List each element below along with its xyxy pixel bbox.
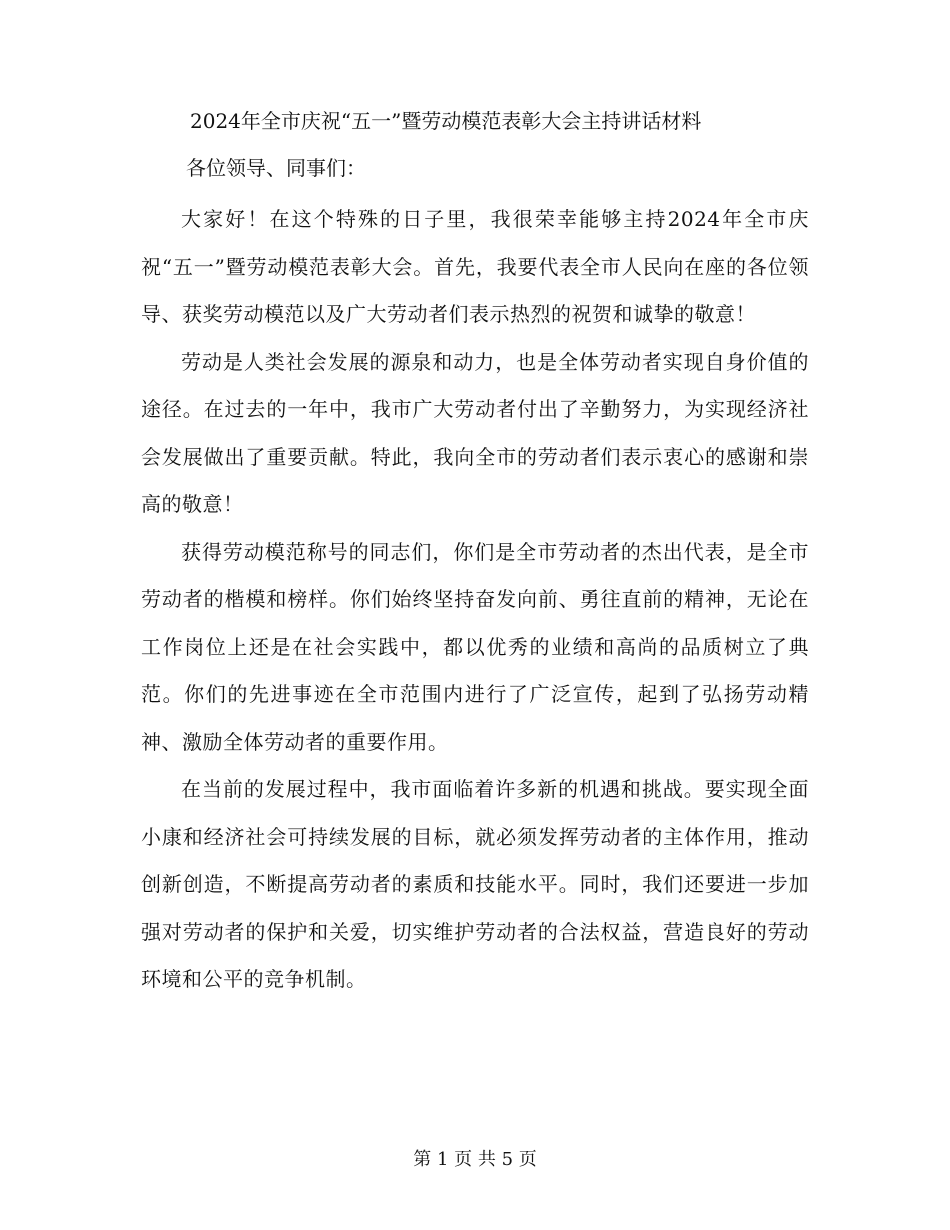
- document-body: [141, 196, 809, 1004]
- page-number-footer: 第 1 页 共 5 页: [413, 1149, 537, 1170]
- greeting-line: 各位领导、同事们：: [186, 156, 366, 180]
- document-title: 2024年全市庆祝“五一”暨劳动模范表彰大会主持讲话材料: [190, 109, 702, 133]
- paragraph-labor-value: 劳动是人类社会发展的源泉和动力，也是全体劳动者实现自身价值的途径。在过去的一年中，我市广大劳动者付出了辛勤努力，为实现经济社会发展做出了重要贡献。特此，我向全市的劳动者们表示衷心的感谢和崇高的敬意！: [141, 349, 809, 516]
- paragraph-model-workers: 获得劳动模范称号的同志们，你们是全市劳动者的杰出代表，是全市劳动者的楷模和榜样。你们始终坚持奋发向前、勇往直前的精神，无论在工作岗位上还是在社会实践中，都以优秀的业绩和高尚的品质树立了典范。你们的先进事迹在全市范围内进行了广泛宣传，起到了弘扬劳动精神、激励全体劳动者的重要作用。: [141, 539, 809, 754]
- paragraph-opening: 大家好！在这个特殊的日子里，我很荣幸能够主持2024年全市庆祝“五一”暨劳动模范表彰大会。首先，我要代表全市人民向在座的各位领导、获奖劳动模范以及广大劳动者们表示热烈的祝贺和诚挚的敬意！: [141, 207, 809, 326]
- paragraph-development: 在当前的发展过程中，我市面临着许多新的机遇和挑战。要实现全面小康和经济社会可持续发展的目标，就必须发挥劳动者的主体作用，推动创新创造，不断提高劳动者的素质和技能水平。同时，我们还要进一步加强对劳动者的保护和关爱，切实维护劳动者的合法权益，营造良好的劳动环境和公平的竞争机制。: [141, 777, 809, 991]
